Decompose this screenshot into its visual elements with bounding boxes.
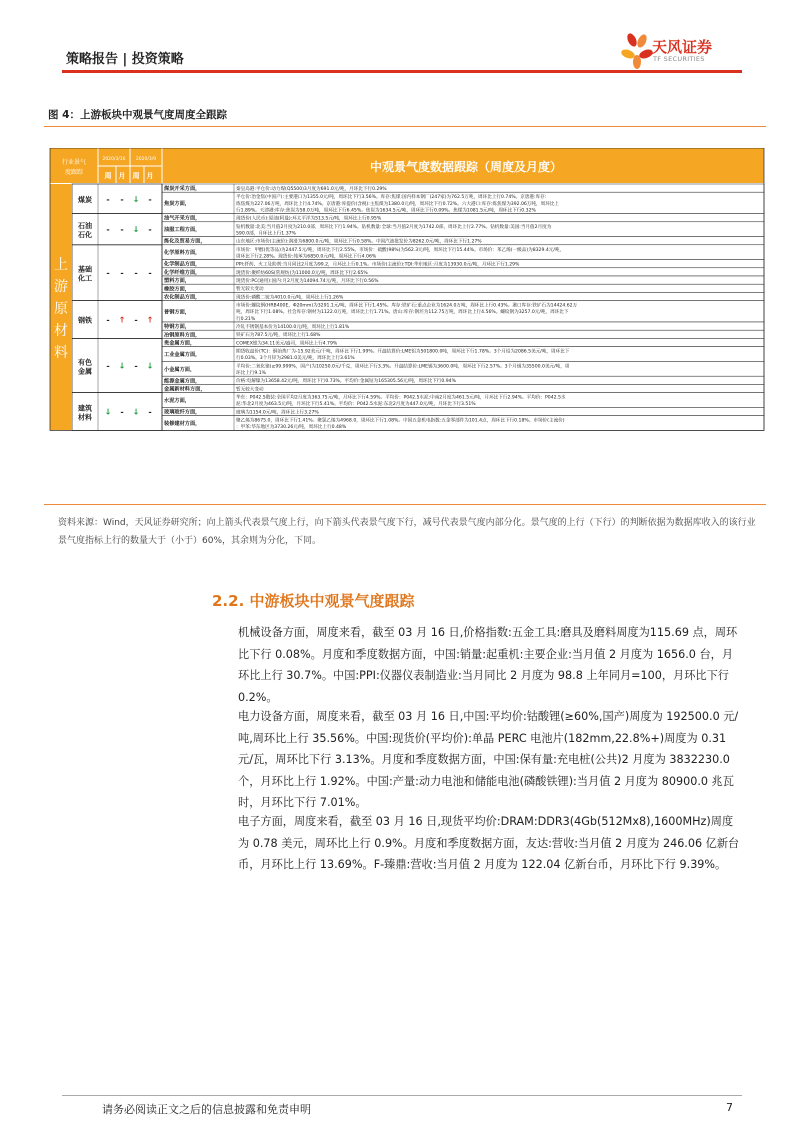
up-arrow-icon: ↑ [118, 315, 126, 325]
row-text: 行0.21% [236, 316, 256, 322]
row-label: 玻璃玻纤方面， [164, 409, 201, 416]
dash-mark: - [148, 194, 152, 204]
row-text: 价格:电解镍为13658.42元/吨，周环比下行0.73%。平均价:金属钴为165305.56元/吨，周环比下行0.94% [236, 379, 456, 385]
big-group-label: 上 [54, 257, 68, 274]
tracking-table [36, 148, 767, 488]
header-divider [62, 70, 742, 73]
down-arrow-icon: ↓ [118, 361, 126, 371]
row-text: 冷轧不锈钢基本价为14100.0元/吨，周环比上行1.81% [236, 325, 350, 330]
group-name: 金属 [78, 367, 92, 376]
row-text: 华东：P042.5散装:全国平均2月度为363.75元/吨，月环比下行4.59%。平均价：P042.5水泥:中南2月度为461.5元/吨，月环比下行2.94%。平均价：P042.5水 [236, 395, 566, 401]
paragraph-machinery: 机械设备方面，周度来看，截至 03 月 16 日,价格指数:五金工具:磨具及磨料周度为115.69 点，周环比下行 0.08%。月度和季度数据方面，中国:销量:起重机:主要企业:当月值 2 月度为 1656.0 台，月环比上行 30.7%。中国:PPI:仪器仪表制造业:当月同比 2 月度为 98.8 上年同月=100，月环比下行 0.2%。 [238, 626, 738, 704]
big-group-label: 料 [54, 345, 68, 362]
group-name: 材料 [78, 413, 92, 422]
group-name: 化工 [78, 274, 92, 283]
row-label: 特钢方面， [164, 324, 190, 331]
paragraph-power-equipment: 电力设备方面，周度来看，截至 03 月 16 日,中国:平均价:钴酸锂(≥60%,国产)周度为 192500.0 元/吨,周环比上行 35.56%。中国:现货价(平均价):单晶 PERC 电池片(182mm,22.8%+)周度为 0.31 元/瓦，周环比下行 3.13%。月度和季度数据方面，中国:保有量:充电桩(公共)2 月度为 3832230.0 个，月环比上行 1.92%。中国:产量:动力电池和储能电池(磷酸铁锂):当月值 2 月度为 80900.0 兆瓦时，月环比下行 7.01%。 [238, 710, 739, 810]
down-arrow-icon: ↓ [132, 194, 140, 204]
row-label: 油气开采方面， [164, 215, 201, 222]
row-label: 小金属方面， [164, 366, 196, 373]
row-text: 现货价:聚纤纺60S(常规纺)为11000.0元/吨，周环比下行2.65% [236, 270, 368, 276]
header-title: 策略报告 | 投资策略 [66, 52, 184, 67]
page-number: 7 [726, 1101, 733, 1114]
row-text: 秦皇岛港:平仓价:动力煤(Q5500)3月度为691.0元/吨，月环比下行0.29% [236, 187, 387, 192]
header-sub-label: 周 [104, 172, 112, 180]
dash-mark: - [148, 225, 152, 235]
dash-mark: - [120, 225, 124, 235]
dash-mark: - [134, 361, 138, 371]
row-text: 玻璃为1154.0元/吨，周环比上行3.27% [236, 410, 319, 416]
group-name: 煤炭 [78, 195, 92, 204]
section-title: 2.2. 中游板块中观景气度跟踪 [212, 592, 415, 610]
row-text: 行1.89%。天津港:库存:焦炭为58.0万吨，周环比下行6.45%。焦炭为1634.5元/吨，周环比下行0.09%。焦煤为1081.5元/吨，周环比下行0.32% [236, 208, 536, 214]
row-label: 装修建材方面， [164, 421, 201, 427]
down-arrow-icon: ↓ [132, 407, 140, 417]
dash-mark: - [106, 268, 110, 278]
row-text: 吨，周环比下行1.08%。社会库存:钢材为1122.0万吨，周环比上行1.71%。唐山:库存:钢坯为112.75万吨，周环比上行4.56%。螺纹钢为3257.0元/吨，周环比下 [236, 310, 569, 316]
row-label: 普钢方面， [164, 309, 190, 316]
dash-mark: - [134, 268, 138, 278]
row-label: 工业金属方面， [164, 352, 201, 358]
dash-mark: - [148, 268, 152, 278]
dash-mark: - [106, 315, 110, 325]
row-label: 化学纤维方面， [164, 269, 201, 276]
group-name: 石油 [78, 222, 92, 231]
header-date1: 2020/3/16 [102, 157, 126, 162]
row-text: 平均价:二氧化锗(≥99.999%，国产)为10250.0元/千克，周环比下行3.3%。开盘结算价:LME锡为3600.0吨，周环比下行2.57%。3个月锡为35500.0美元/吨，周 [236, 364, 570, 370]
down-arrow-icon: ↓ [146, 361, 154, 371]
header-col1-text: 行业景气 [61, 159, 87, 166]
dash-mark: - [134, 315, 138, 325]
row-text: 环比上行9.1% [236, 371, 267, 376]
row-text: 现货价(人民币):原油(阿曼):环太平洋为513.5元/吨，周环比上行0.95% [236, 216, 382, 222]
row-text: 现货价:磷酸二铵为4010.0元/吨，周环比上行1.26% [236, 295, 344, 301]
group-name: 石化 [78, 231, 92, 240]
dash-mark: - [106, 361, 110, 371]
down-arrow-icon: ↓ [104, 407, 112, 417]
row-label: 油服工程方面， [164, 227, 201, 234]
row-text: 市场价:螺纹钢(HRB400E，Φ20mm)为3291.1元/吨，周环比下行1.45%。库存:铁矿石:重点企业为1624.0万吨，周环比上行0.43%。港口库存:铁矿石为14424.62万 [236, 303, 578, 309]
row-text: 周环比下行2.28%。现货价:纯苯为6850.0元/吨，周环比下行4.06% [236, 254, 377, 260]
row-label: 焦炭方面， [164, 200, 190, 207]
row-label: 冶钢原料方面， [164, 332, 201, 339]
dash-mark: - [106, 194, 110, 204]
header-sub-label: 月 [118, 172, 126, 180]
big-group-label: 原 [54, 301, 68, 318]
dash-mark: - [148, 407, 152, 417]
figure-title-divider [44, 126, 766, 127]
row-label: 农化制品方面， [164, 294, 201, 301]
dash-mark: - [106, 225, 110, 235]
row-label: 煤炭开采方面， [164, 186, 201, 193]
row-text: COMEX银为34.11美元/盎司，周环比上行4.79% [236, 341, 338, 347]
row-text: 期货收盘价(TC)：铜冶炼厂为-15.92美元/干吨，周环比下行1.99%。开盘结算价:LME铝为501800.0吨，周环比下行1.78%。3个月铅为2086.5美元/吨，周环比下 [236, 349, 570, 355]
row-label: 化学原料方面， [164, 250, 201, 257]
header-col1-text: 度跟踪 [64, 169, 84, 176]
footer-divider [62, 1095, 742, 1096]
logo-subtitle: TF SECURITIES [653, 55, 705, 63]
row-text: 聚乙烯为8675.0，周环比下行1.41%。聚氯乙烯为4968.0，周环比下行1.08%。中国五金机电指数:五金零部件为101.4点，周环比下行0.18%。市场价(主流价) [236, 418, 565, 424]
up-arrow-icon: ↑ [146, 315, 154, 325]
header-main-title: 中观景气度数据跟踪（周度及月度） [369, 160, 563, 174]
row-text: 铁矿石为787.5元/吨，周环比上行1.68% [236, 333, 321, 339]
row-label: 橡胶方面， [164, 286, 190, 293]
group-name: 基础 [78, 265, 92, 274]
footer-disclaimer: 请务必阅读正文之后的信息披露和免责申明 [102, 1103, 311, 1116]
dash-mark: - [120, 407, 124, 417]
row-text: 暂无较大变动 [236, 287, 264, 293]
dash-mark: - [120, 194, 124, 204]
row-text: 钻机数量:北美:当月值2月度为210.0部，周环比下行1.94%。钻机数量:全球:当月值2月度为1742.0部，周环比上行2.77%。钻机数量:美国:当月值2月度为 [236, 224, 552, 230]
row-label: 水泥方面， [164, 398, 190, 404]
row-label: 贵金属方面， [164, 340, 196, 347]
figure-bottom-divider [44, 504, 766, 505]
dash-mark: - [120, 268, 124, 278]
row-label: 塑料方面， [164, 278, 190, 285]
header-date2: 2020/3/9 [135, 157, 157, 162]
row-label: 化学制品方面， [164, 261, 201, 268]
row-text: PPI:纤药、火工及助剂:当月同比2月度为99.2，月环比上行0.1%。市场价(主流价):TDI:华东地区:月度为13930.0元/吨，月环比下行1.29% [236, 262, 520, 268]
row-text: 市场价：甲醇(优等品)为2447.5元/吨，周环比下行2.55%。市场价：硫酸(98%)为562.3元/吨，周环比下行15.44%。市场价：苯乙烯(一级品)为8329.4元/吨， [236, 247, 565, 253]
paragraph-electronics: 电子方面，周度来看，截至 03 月 16 日,现货平均价:DRAM:DDR3(4Gb(512Mx8),1600MHz)周度为 0.78 美元，周环比上行 0.9%。月度和季度数据方面，友达:营收:当月值 2 月度为 246.06 亿新台币，月环比上行 13.69%。F-臻鼎:营收:当月值 2 月度为 122.04 亿新台币，月环比下行 9.39%。 [238, 815, 740, 872]
group-name: 钢铁 [78, 316, 92, 325]
group-name: 有色 [78, 358, 92, 367]
row-text: 行0.03%。3个月锌为2981.0美元/吨，周环比上行3.61% [236, 356, 355, 362]
header-sub-label: 月 [146, 172, 154, 180]
row-label: 能源金属方面， [164, 378, 201, 385]
row-text: 山东地区:市场价(主流价):润滑为6800.0元/吨，周环比下行0.58%。中国汽油批发价为8262.0元/吨，周环比下行1.27% [236, 239, 482, 245]
down-arrow-icon: ↓ [132, 225, 140, 235]
group-name: 建筑 [78, 404, 92, 413]
source-note: 资料来源：Wind，天风证券研究所；向上箭头代表景气度上行，向下箭头代表景气度下行，减号代表景气度内部分化。景气度的上行（下行）的判断依据为数据库收入的该行业景气度指标上行的数量大于（小于）60%，其余则为分化，下同。 [58, 518, 756, 546]
big-group-label: 材 [54, 323, 68, 340]
logo-name: 天风证券 [652, 38, 713, 56]
row-text: ：甲苯:华东地区为3730.26元/吨，周环比上行0.48% [236, 425, 347, 431]
row-text: 暂无较大变动 [236, 387, 264, 393]
row-text: 平仓价:冶金焦(中国产):主要港口为1355.0元/吨，周环比下行3.56%。库存:焦煤:国内样本钢厂(247家)为762.5万吨，周环比上行0.74%。京唐港:库存: [236, 195, 547, 201]
figure-title: 图 4：上游板块中观景气度周度全跟踪 [48, 109, 227, 121]
row-label: 炼化及贸易方面， [164, 238, 206, 245]
row-label: 金属新材料方面， [164, 386, 206, 393]
row-text: 现货价:PC(通用):国内:月2月度为14094.74元/吨，月环比下行0.56% [236, 279, 379, 284]
header-sub-label: 周 [132, 172, 140, 180]
row-text: 炼焦煤为227.06万吨，周环比上行4.74%。京唐港:库提价(含税):主焦煤为1380.0元/吨，周环比下行0.72%。六大港口:库存:炼焦煤为392.06万吨，周环比上 [236, 201, 560, 207]
row-text: 泥:华北2月度为463.5元/吨，月环比下行5.41%。平均价：P042.5水泥:东北2月度为447.0元/吨，月环比下行3.51% [236, 402, 476, 408]
big-group-label: 游 [54, 279, 68, 296]
row-text: 590.0部，月环比上行1.37% [236, 231, 296, 237]
